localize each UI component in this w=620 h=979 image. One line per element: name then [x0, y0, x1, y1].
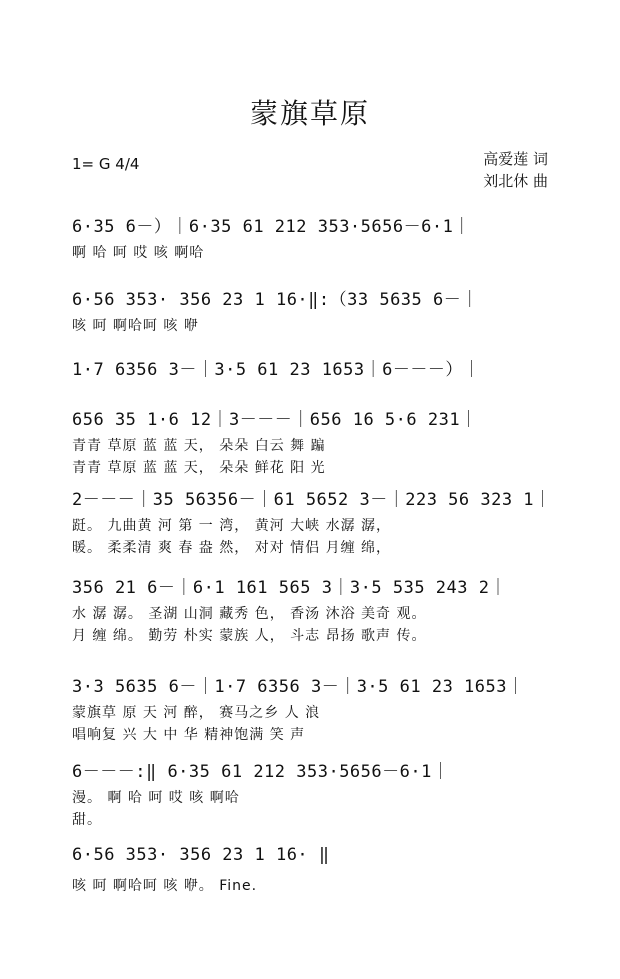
song-title: 蒙旗草原: [249, 97, 370, 130]
lyric-line: 漫。 啊 哈 呵 哎 咳 啊哈: [72, 790, 240, 806]
lyric-line: 水 潺 潺。 圣湖 山洞 藏秀 色， 香汤 沐浴 美奇 观。: [72, 606, 427, 622]
lyric-line: 跹。 九曲黄 河 第 一 湾， 黄河 大峡 水潺 潺，: [72, 518, 392, 534]
lyric-line: 咳 呵 啊哈呵 咳 咿: [72, 318, 199, 334]
key-label: 1= G: [72, 155, 111, 173]
lyric-line: 甜。: [72, 812, 102, 828]
notation-line: 2－－－｜35 56356－｜61 5652 3－｜223 56 323 1｜: [72, 490, 552, 510]
lyric-line: 唱响复 兴 大 中 华 精神饱满 笑 声: [72, 727, 306, 743]
lyric-line: 月 缠 绵。 勤劳 朴实 蒙族 人， 斗志 昂扬 歌声 传。: [72, 628, 427, 644]
lyric-line: 青青 草原 蓝 蓝 天， 朵朵 鲜花 阳 光: [72, 460, 326, 476]
lyric-line: 蒙旗草 原 天 河 醉， 赛马之乡 人 浪: [72, 705, 321, 721]
credits: [483, 148, 548, 192]
lyric-line: 啊 哈 呵 哎 咳 啊哈: [72, 245, 205, 261]
lyric-line: 咳 呵 啊哈呵 咳 咿。 Fine.: [72, 878, 258, 894]
notation-line: 3·3 5635 6－｜1·7 6356 3－｜3·5 61 23 1653｜: [72, 677, 525, 697]
time-signature: 4/4: [115, 155, 140, 173]
notation-line: 656 35 1·6 12｜3－－－｜656 16 5·6 231｜: [72, 410, 478, 430]
notation-line: 6·56 353· 356 23 1 16·‖:（33 5635 6－｜: [72, 290, 479, 310]
lyric-line: 暖。 柔柔清 爽 春 盎 然， 对对 情侣 月缠 绵，: [72, 540, 392, 556]
notation-line: 6·35 6－）｜6·35 61 212 353·5656－6·1｜: [72, 217, 471, 237]
notation-line: 6－－－:‖ 6·35 61 212 353·5656－6·1｜: [72, 762, 450, 782]
composer: 刘北休 曲: [483, 172, 548, 190]
lyricist: 高爱莲 词: [483, 150, 548, 168]
lyric-line: 青青 草原 蓝 蓝 天， 朵朵 白云 舞 蹁: [72, 438, 326, 454]
notation-line: 1·7 6356 3－｜3·5 61 23 1653｜6－－－）｜: [72, 360, 481, 380]
notation-line: 356 21 6－｜6·1 161 565 3｜3·5 535 243 2｜: [72, 578, 507, 598]
key-signature: [72, 155, 139, 173]
notation-line: 6·56 353· 356 23 1 16· ‖: [72, 845, 330, 865]
